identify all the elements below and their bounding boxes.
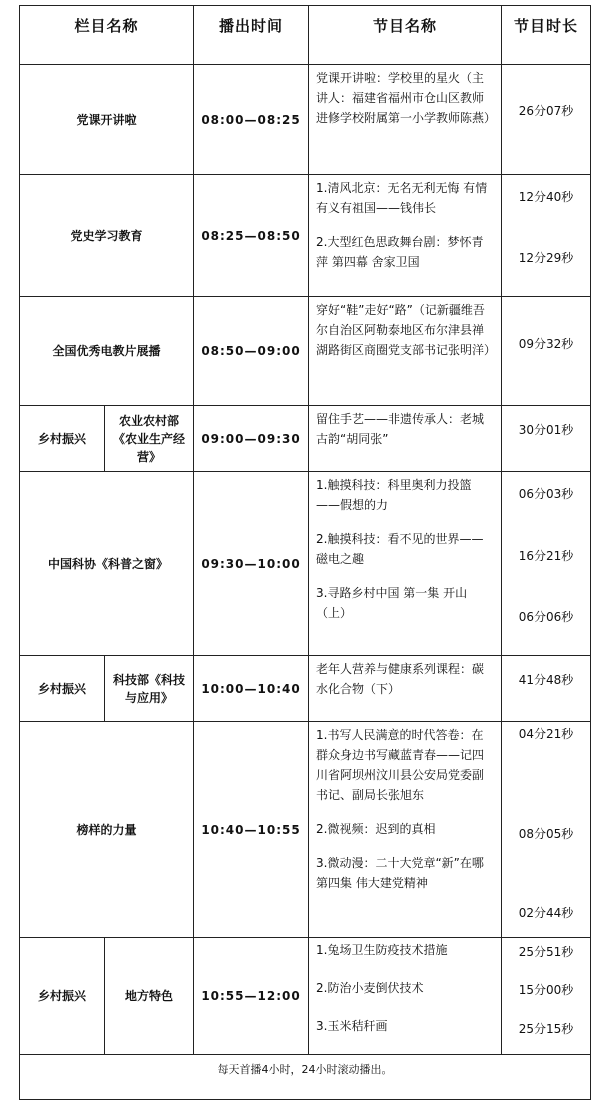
duration: 16分21秒 bbox=[518, 549, 574, 563]
duration: 26分07秒 bbox=[518, 104, 574, 118]
sub-column-name: 地方特色 bbox=[105, 938, 194, 1055]
duration: 12分40秒 bbox=[518, 190, 574, 204]
airtime: 08:25—08:50 bbox=[194, 175, 309, 297]
duration-cell bbox=[502, 722, 591, 938]
program-cell bbox=[309, 472, 502, 656]
column-name: 党课开讲啦 bbox=[20, 65, 194, 175]
program-name: 留住手艺——非遗传承人：老城古韵“胡同张” bbox=[316, 412, 485, 446]
program-name: 穿好“鞋”走好“路”（记新疆维吾尔自治区阿勒泰地区布尔津县禅湖路街区商圈党支部书记张明洋） bbox=[316, 303, 497, 357]
airtime: 09:00—09:30 bbox=[194, 406, 309, 472]
duration-cell bbox=[502, 472, 591, 656]
program-name: 3.寻路乡村中国 第一集 开山（上） bbox=[316, 586, 468, 620]
duration: 41分48秒 bbox=[518, 673, 574, 687]
duration: 25分15秒 bbox=[518, 1022, 574, 1036]
program-cell bbox=[309, 656, 502, 722]
header-row bbox=[20, 6, 591, 65]
airtime: 10:55—12:00 bbox=[194, 938, 309, 1055]
program-cell bbox=[309, 297, 502, 406]
duration-cell bbox=[502, 175, 591, 297]
footer-note: 每天首播4小时，24小时滚动播出。 bbox=[20, 1055, 591, 1100]
program-cell bbox=[309, 65, 502, 175]
duration: 15分00秒 bbox=[518, 983, 574, 997]
duration-cell bbox=[502, 297, 591, 406]
column-name: 乡村振兴 bbox=[20, 406, 105, 472]
header-column-name: 栏目名称 bbox=[20, 6, 194, 65]
duration: 06分06秒 bbox=[518, 610, 574, 624]
duration-cell bbox=[502, 656, 591, 722]
duration-cell bbox=[502, 406, 591, 472]
duration-cell bbox=[502, 65, 591, 175]
program-name: 1.触摸科技：科里奥利力投篮——假想的力 bbox=[316, 478, 472, 512]
program-name: 1.兔场卫生防疫技术措施 bbox=[316, 943, 448, 957]
duration: 09分32秒 bbox=[518, 337, 574, 351]
program-name: 1.书写人民满意的时代答卷：在群众身边书写藏蓝青春——记四川省阿坝州汶川县公安局党委副书记、副局长张旭东 bbox=[316, 728, 485, 802]
program-name: 3.玉米秸秆画 bbox=[316, 1019, 388, 1033]
program-name: 2.触摸科技：看不见的世界——磁电之趣 bbox=[316, 532, 484, 566]
table-row bbox=[20, 65, 591, 175]
program-name: 3.微动漫：二十大党章“新”在哪 第四集 伟大建党精神 bbox=[316, 856, 484, 890]
program-name: 老年人营养与健康系列课程：碳水化合物（下） bbox=[316, 662, 485, 696]
program-name: 2.大型红色思政舞台剧：梦怀青萍 第四幕 舍家卫国 bbox=[316, 235, 484, 269]
sub-column-name: 科技部《科技与应用》 bbox=[105, 656, 194, 722]
program-name: 2.防治小麦倒伏技术 bbox=[316, 981, 424, 995]
duration: 06分03秒 bbox=[518, 487, 574, 501]
header-duration: 节目时长 bbox=[502, 6, 591, 65]
airtime: 08:50—09:00 bbox=[194, 297, 309, 406]
program-cell bbox=[309, 406, 502, 472]
sub-column-name: 农业农村部《农业生产经营》 bbox=[105, 406, 194, 472]
column-name: 中国科协《科普之窗》 bbox=[20, 472, 194, 656]
header-airtime: 播出时间 bbox=[194, 6, 309, 65]
program-name: 党课开讲啦：学校里的星火（主讲人：福建省福州市仓山区教师进修学校附属第一小学教师陈燕） bbox=[316, 71, 497, 125]
footer-row bbox=[20, 1055, 591, 1100]
duration: 30分01秒 bbox=[518, 423, 574, 437]
column-name: 乡村振兴 bbox=[20, 938, 105, 1055]
program-cell bbox=[309, 722, 502, 938]
column-name: 党史学习教育 bbox=[20, 175, 194, 297]
schedule-table bbox=[19, 5, 591, 1100]
program-name: 1.清风北京：无名无利无悔 有情有义有祖国——钱伟长 bbox=[316, 181, 488, 215]
column-name: 乡村振兴 bbox=[20, 656, 105, 722]
column-name: 全国优秀电教片展播 bbox=[20, 297, 194, 406]
duration: 08分05秒 bbox=[518, 827, 574, 841]
table-row bbox=[20, 938, 591, 1055]
table-row bbox=[20, 656, 591, 722]
program-name: 2.微视频：迟到的真相 bbox=[316, 822, 436, 836]
table-row bbox=[20, 472, 591, 656]
duration: 12分29秒 bbox=[518, 251, 574, 265]
airtime: 09:30—10:00 bbox=[194, 472, 309, 656]
column-name: 榜样的力量 bbox=[20, 722, 194, 938]
duration: 25分51秒 bbox=[518, 945, 574, 959]
program-cell bbox=[309, 938, 502, 1055]
program-cell bbox=[309, 175, 502, 297]
airtime: 08:00—08:25 bbox=[194, 65, 309, 175]
table-row bbox=[20, 175, 591, 297]
duration: 04分21秒 bbox=[518, 727, 574, 741]
table-row bbox=[20, 297, 591, 406]
table-row bbox=[20, 722, 591, 938]
airtime: 10:40—10:55 bbox=[194, 722, 309, 938]
airtime: 10:00—10:40 bbox=[194, 656, 309, 722]
table-row bbox=[20, 406, 591, 472]
duration: 02分44秒 bbox=[518, 906, 574, 920]
duration-cell bbox=[502, 938, 591, 1055]
header-program-name: 节目名称 bbox=[309, 6, 502, 65]
